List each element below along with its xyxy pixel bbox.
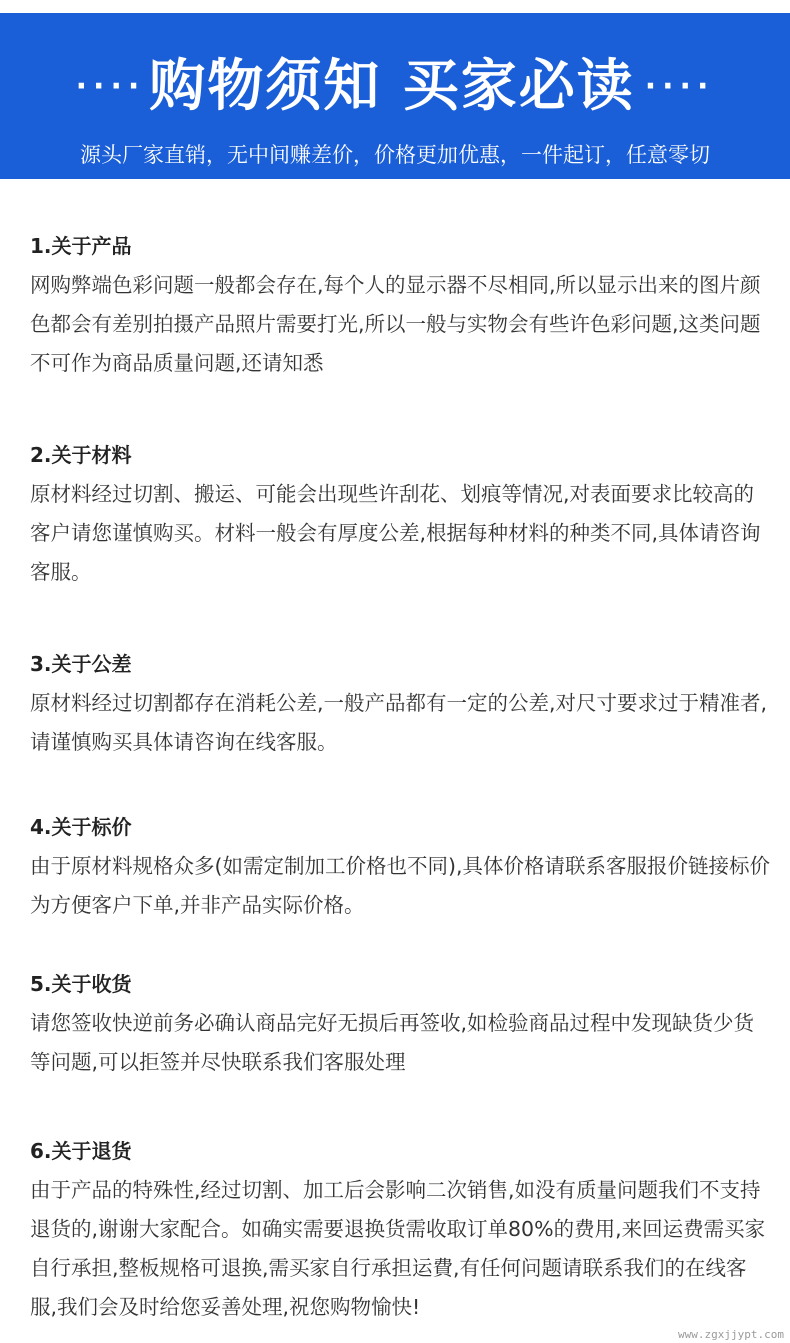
section-body: 原材料经过切割、搬运、可能会出现些许刮花、划痕等情况,对表面要求比较高的客户请您谨慎购买。材料一般会有厚度公差,根据每种材料的种类不同,具体请咨询客服。 xyxy=(30,482,761,584)
section-body: 原材料经过切割都存在消耗公差,一般产品都有一定的公差,对尺寸要求过于精准者,请谨慎购买具体请咨询在线客服。 xyxy=(30,691,768,754)
section-body: 网购弊端色彩问题一般都会存在,每个人的显示器不尽相同,所以显示出来的图片颜色都会有差别拍摄产品照片需要打光,所以一般与实物会有些许色彩问题,这类问题不可作为商品质量问题,还请知悉 xyxy=(30,273,761,375)
section-tolerance xyxy=(30,644,770,807)
section-heading: 6.关于退货 xyxy=(30,1139,132,1163)
section-pricing xyxy=(30,807,770,964)
watermark-url: www.zgxjjypt.com xyxy=(678,1328,784,1341)
section-returns xyxy=(30,1131,770,1327)
section-body: 请您签收快逆前务必确认商品完好无损后再签收,如检验商品过程中发现缺货少货等问题,可以拒签并尽快联系我们客服处理 xyxy=(30,1011,755,1074)
decorative-dots-right: ···· xyxy=(644,69,715,104)
section-heading: 1.关于产品 xyxy=(30,234,132,258)
section-heading: 2.关于材料 xyxy=(30,443,132,467)
banner-subtitle: 源头厂家直销，无中间赚差价，价格更加优惠，一件起订，任意零切 xyxy=(80,143,710,167)
notice-content xyxy=(30,226,770,1327)
page-title: 购物须知 买家必读 xyxy=(149,54,635,119)
section-heading: 3.关于公差 xyxy=(30,652,132,676)
section-material xyxy=(30,435,770,644)
banner-title-row xyxy=(0,47,790,127)
section-heading: 5.关于收货 xyxy=(30,972,132,996)
header-banner xyxy=(0,13,790,179)
section-heading: 4.关于标价 xyxy=(30,815,132,839)
section-product xyxy=(30,226,770,435)
section-receiving xyxy=(30,964,770,1131)
decorative-dots-left: ···· xyxy=(75,69,146,104)
section-body: 由于产品的特殊性,经过切割、加工后会影响二次销售,如没有质量问题我们不支持退货的,谢谢大家配合。如确实需要退换货需收取订单80%的费用,来回运费需买家自行承担,整板规格可退换,需买家自行承担运費,有任何问题请联系我们的在线客服,我们会及时给您妥善处理,祝您购物愉快! xyxy=(30,1178,766,1319)
section-body: 由于原材料规格众多(如需定制加工价格也不同),具体价格请联系客服报价链接标价为方便客户下单,并非产品实际价格。 xyxy=(30,854,771,917)
